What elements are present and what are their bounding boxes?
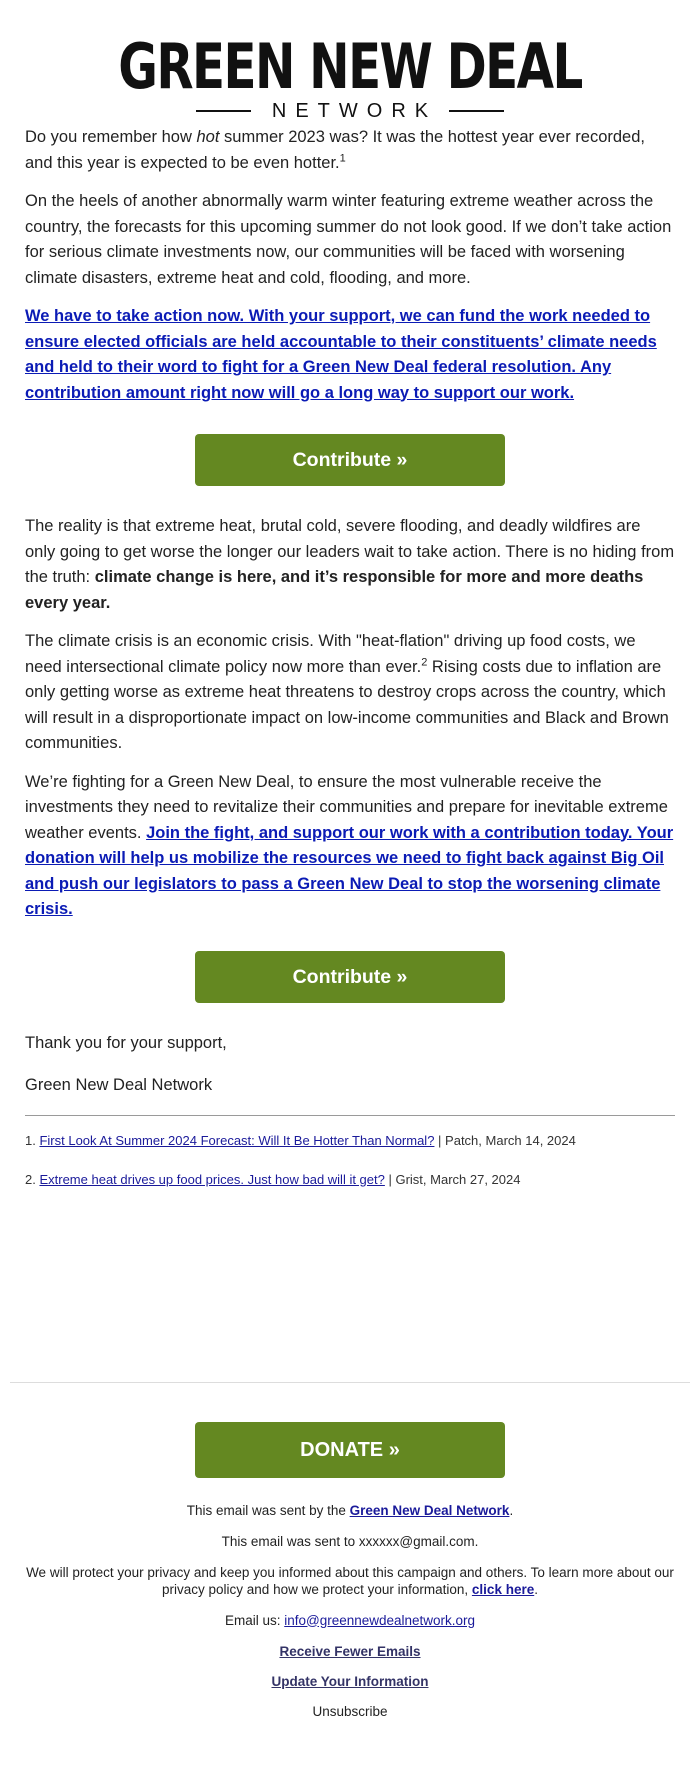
p4-text: The reality is that extreme heat, brutal cold, severe flooding, and deadly wildfires are only going to get worse the longer our leaders wait to take action. There is no hiding from the truth: <box>25 517 675 586</box>
sent-by-suffix: . <box>509 1502 514 1518</box>
logo-divider-right <box>449 110 504 112</box>
contribute-button-2[interactable]: Contribute » <box>195 951 505 1003</box>
sent-by-text: This email was sent by the <box>186 1502 350 1518</box>
p6-text: We’re fighting for a Green New Deal, to ensure the most vulnerable receive the investments they need to revitalize their communities and prepare for inevitable extreme weather events. <box>25 772 668 842</box>
footnotes-divider <box>25 1115 675 1116</box>
donate-button-wrap <box>0 1422 700 1478</box>
spacer <box>0 1210 700 1382</box>
logo-title: GREEN NEW DEAL <box>118 30 582 103</box>
contribute-button-wrap-2 <box>25 951 675 1003</box>
paragraph-hot-summer <box>25 125 675 176</box>
paragraph-take-action <box>25 304 675 406</box>
paragraph-forecast: On the heels of another abnormally warm winter featuring extreme weather across the country, the forecasts for this upcoming summer do not look good. If we don’t take action for serious climate investments now, our communities will be faced with worsening climate disasters, extreme heat and cold, flooding, and more. <box>25 192 672 287</box>
email-link[interactable]: info@greennewdealnetwork.org <box>284 1612 476 1628</box>
email-us-label: Email us: <box>224 1612 285 1628</box>
footnote-2-source: | Grist, March 27, 2024 <box>384 1171 521 1187</box>
footnote-2-number: 2. <box>25 1171 36 1187</box>
logo-divider-left <box>196 110 251 112</box>
p1-text-before: Do you remember how <box>25 128 197 146</box>
privacy-notice <box>0 1564 700 1598</box>
main-content <box>0 125 700 1189</box>
paragraph-fighting <box>25 770 675 923</box>
p4-bold: climate change is here, and it’s responsible for more and more deaths every year. <box>25 568 644 612</box>
sent-by-link[interactable]: Green New Deal Network <box>349 1502 510 1518</box>
p5-text-after: Rising costs due to inflation are only getting worse as extreme heat threatens to destroy crops across the country, which will result in a disproportionate impact on low-income communities and Black and Brown communities. <box>25 657 669 752</box>
footnote-1-source: | Patch, March 14, 2024 <box>434 1132 576 1148</box>
contribute-button-1[interactable]: Contribute » <box>195 434 505 486</box>
paragraph-economic-crisis <box>25 629 675 757</box>
footnote-1-link[interactable]: First Look At Summer 2024 Forecast: Will It Be Hotter Than Normal? <box>39 1132 435 1148</box>
logo-subtitle: NETWORK <box>271 100 438 122</box>
p1-italic: hot <box>196 128 220 146</box>
logo[interactable] <box>0 0 700 122</box>
donate-button[interactable]: DONATE » <box>195 1422 505 1478</box>
footnote-ref-1: 1 <box>339 152 346 164</box>
footnote-2-link[interactable]: Extreme heat drives up food prices. Just how bad will it get? <box>39 1171 385 1187</box>
contribute-button-wrap-1 <box>25 434 675 486</box>
logo-subtitle-row <box>0 100 700 122</box>
footnote-ref-2: 2 <box>421 656 428 668</box>
privacy-link[interactable]: click here <box>471 1581 535 1597</box>
unsubscribe-link[interactable]: Unsubscribe <box>312 1703 388 1719</box>
take-action-link[interactable]: We have to take action now. With your support, we can fund the work needed to ensure elected officials are held accountable to their constituents’ climate needs and held to their word to fight for a Green New Deal federal resolution. Any contribution amount right now will go a long way to support our work. <box>25 307 657 402</box>
privacy-text: We will protect your privacy and keep you informed about this campaign and others. To learn more about our privacy policy and how we protect your information, <box>26 1564 674 1597</box>
footnote-1 <box>25 1132 675 1150</box>
p1-text-after: summer 2023 was? It was the hottest year ever recorded, and this year is expected to be even hotter. <box>25 128 645 172</box>
privacy-suffix: . <box>534 1581 538 1597</box>
sent-by <box>0 1502 700 1519</box>
email-us <box>0 1612 700 1629</box>
footer <box>0 1383 700 1720</box>
sent-to: This email was sent to xxxxxx@gmail.com. <box>221 1533 479 1549</box>
update-information-link[interactable]: Update Your Information <box>271 1673 429 1689</box>
paragraph-reality <box>25 514 675 616</box>
join-fight-link[interactable]: Join the fight, and support our work with a contribution today. Your donation will help us mobilize the resources we need to fight back against Big Oil and push our legislators to pass a Green New Deal to stop the worsening climate crisis. <box>25 823 674 918</box>
p5-text-before: The climate crisis is an economic crisis. With "heat-flation" driving up food costs, we need intersectional climate policy now more than ever. <box>25 632 636 676</box>
signoff-thanks: Thank you for your support, <box>25 1033 227 1052</box>
footnote-2 <box>25 1171 675 1189</box>
signoff-name: Green New Deal Network <box>25 1075 213 1094</box>
receive-fewer-emails-link[interactable]: Receive Fewer Emails <box>279 1643 421 1659</box>
footnote-1-number: 1. <box>25 1132 36 1148</box>
